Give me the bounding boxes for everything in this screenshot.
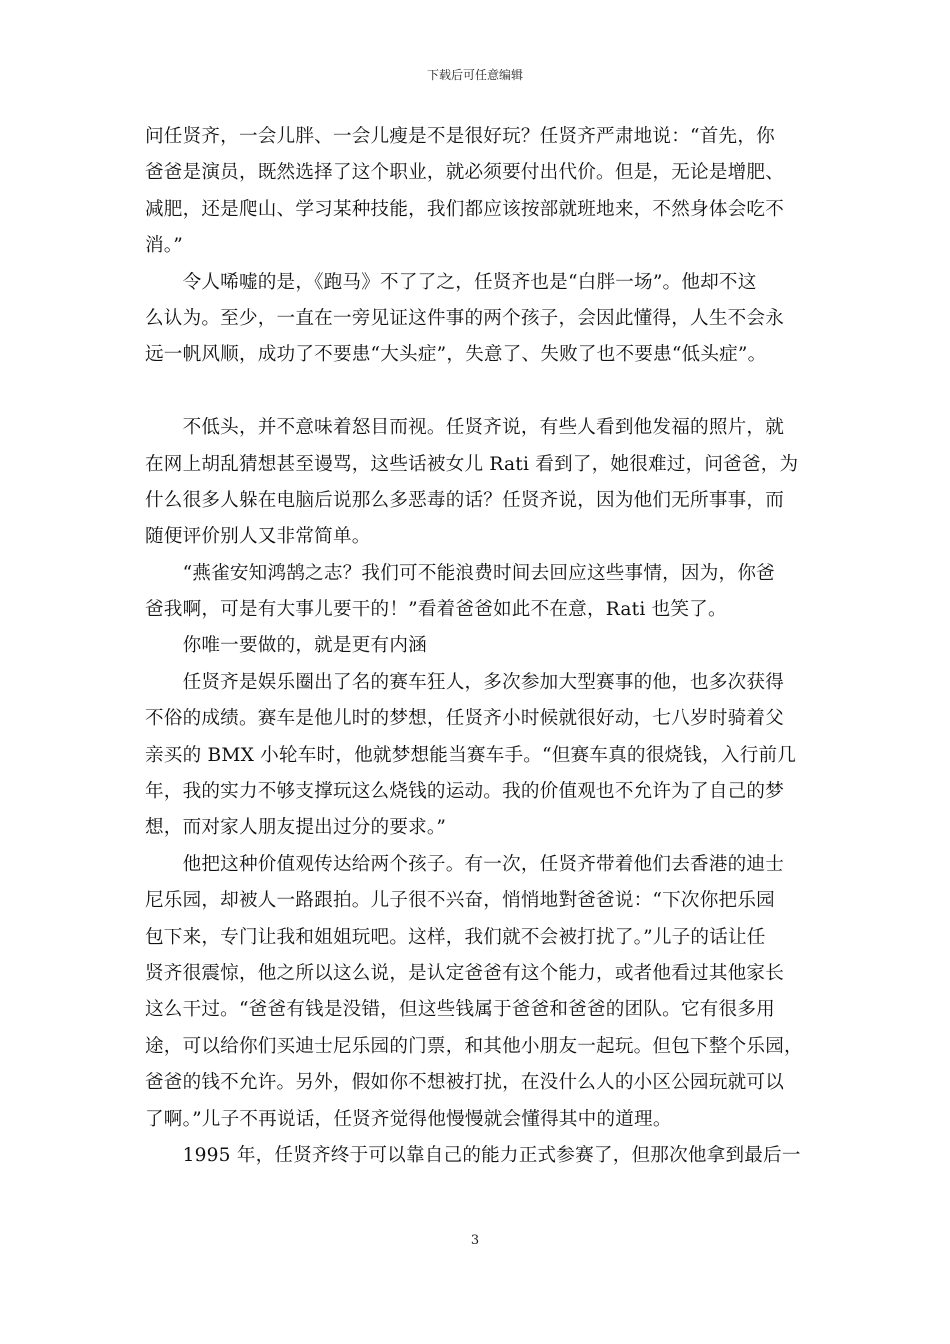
text-line: 在网上胡乱猜想甚至谩骂，这些话被女儿 Rati 看到了，她很难过，问爸爸，为 bbox=[145, 453, 799, 475]
text-line: 消。” bbox=[145, 235, 183, 257]
text-line: 爸爸是演员，既然选择了这个职业，就必须要付出代价。但是，无论是增肥、 bbox=[145, 162, 784, 184]
text-line: “燕雀安知鸿鹄之志？我们可不能浪费时间去回应这些事情，因为，你爸 bbox=[145, 562, 775, 584]
text-line: 什么很多人躲在电脑后说那么多恶毒的话？任贤齐说，因为他们无所事事，而 bbox=[145, 489, 784, 511]
text-line: 任贤齐是娱乐圈出了名的赛车狂人，多次参加大型赛事的他，也多次获得 bbox=[145, 671, 784, 693]
text-line: 贤齐很震惊，他之所以这么说，是认定爸爸有这个能力，或者他看过其他家长 bbox=[145, 962, 784, 984]
text-line: 爸爸的钱不允许。另外，假如你不想被打扰，在没什么人的小区公园玩就可以 bbox=[145, 1072, 784, 1094]
text-line: 不俗的成绩。赛车是他儿时的梦想，任贤齐小时候就很好动，七八岁时骑着父 bbox=[145, 708, 784, 730]
text-line: 减肥，还是爬山、学习某种技能，我们都应该按部就班地来，不然身体会吃不 bbox=[145, 198, 784, 220]
text-line: 想，而对家人朋友提出过分的要求。” bbox=[145, 817, 447, 839]
text-line: 你唯一要做的，就是更有内涵 bbox=[145, 635, 427, 657]
text-line: 远一帆风顺，成功了不要患“大头症”，失意了、失败了也不要患“低头症”。 bbox=[145, 344, 767, 366]
text-line: 1995 年，任贤齐终于可以靠自己的能力正式参赛了，但那次他拿到最后一 bbox=[145, 1144, 801, 1166]
text-line: 包下来，专门让我和姐姐玩吧。这样，我们就不会被打扰了。”儿子的话让任 bbox=[145, 926, 766, 948]
page-header: 下载后可任意编辑 bbox=[426, 68, 523, 82]
text-line: 了啊。”儿子不再说话，任贤齐觉得他慢慢就会懂得其中的道理。 bbox=[145, 1108, 672, 1130]
text-line: 令人唏嘘的是，《跑马》不了了之，任贤齐也是“白胖一场”。他却不这 bbox=[145, 271, 757, 293]
text-line: 这么干过。“爸爸有钱是没错，但这些钱属于爸爸和爸爸的团队。它有很多用 bbox=[145, 999, 775, 1021]
text-line: 随便评价别人又非常简单。 bbox=[145, 526, 371, 548]
blank-line bbox=[145, 374, 825, 410]
text-line: 年，我的实力不够支撑玩这么烧钱的运动。我的价值观也不允许为了自己的梦 bbox=[145, 781, 784, 803]
page-number: 3 bbox=[470, 1233, 480, 1248]
text-line: 亲买的 BMX 小轮车时，他就梦想能当赛车手。“但赛车真的很烧钱，入行前几 bbox=[145, 744, 797, 766]
text-line: 问任贤齐，一会儿胖、一会儿瘦是不是很好玩？任贤齐严肃地说：“首先，你 bbox=[145, 126, 775, 147]
text-line: 么认为。至少，一直在一旁见证这件事的两个孩子，会因此懂得，人生不会永 bbox=[145, 307, 784, 329]
body-text bbox=[145, 119, 825, 1174]
text-line: 不低头，并不意味着怒目而视。任贤齐说，有些人看到他发福的照片，就 bbox=[145, 417, 784, 439]
text-line: 爸我啊，可是有大事儿要干的！”看着爸爸如此不在意，Rati 也笑了。 bbox=[145, 599, 727, 621]
text-line: 他把这种价值观传达给两个孩子。有一次，任贤齐带着他们去香港的迪士 bbox=[145, 853, 784, 875]
text-line: 途，可以给你们买迪士尼乐园的门票，和其他小朋友一起玩。但包下整个乐园， bbox=[145, 1035, 803, 1057]
text-line: 尼乐园，却被人一路跟拍。儿子很不兴奋，悄悄地對爸爸说：“下次你把乐园 bbox=[145, 890, 775, 912]
